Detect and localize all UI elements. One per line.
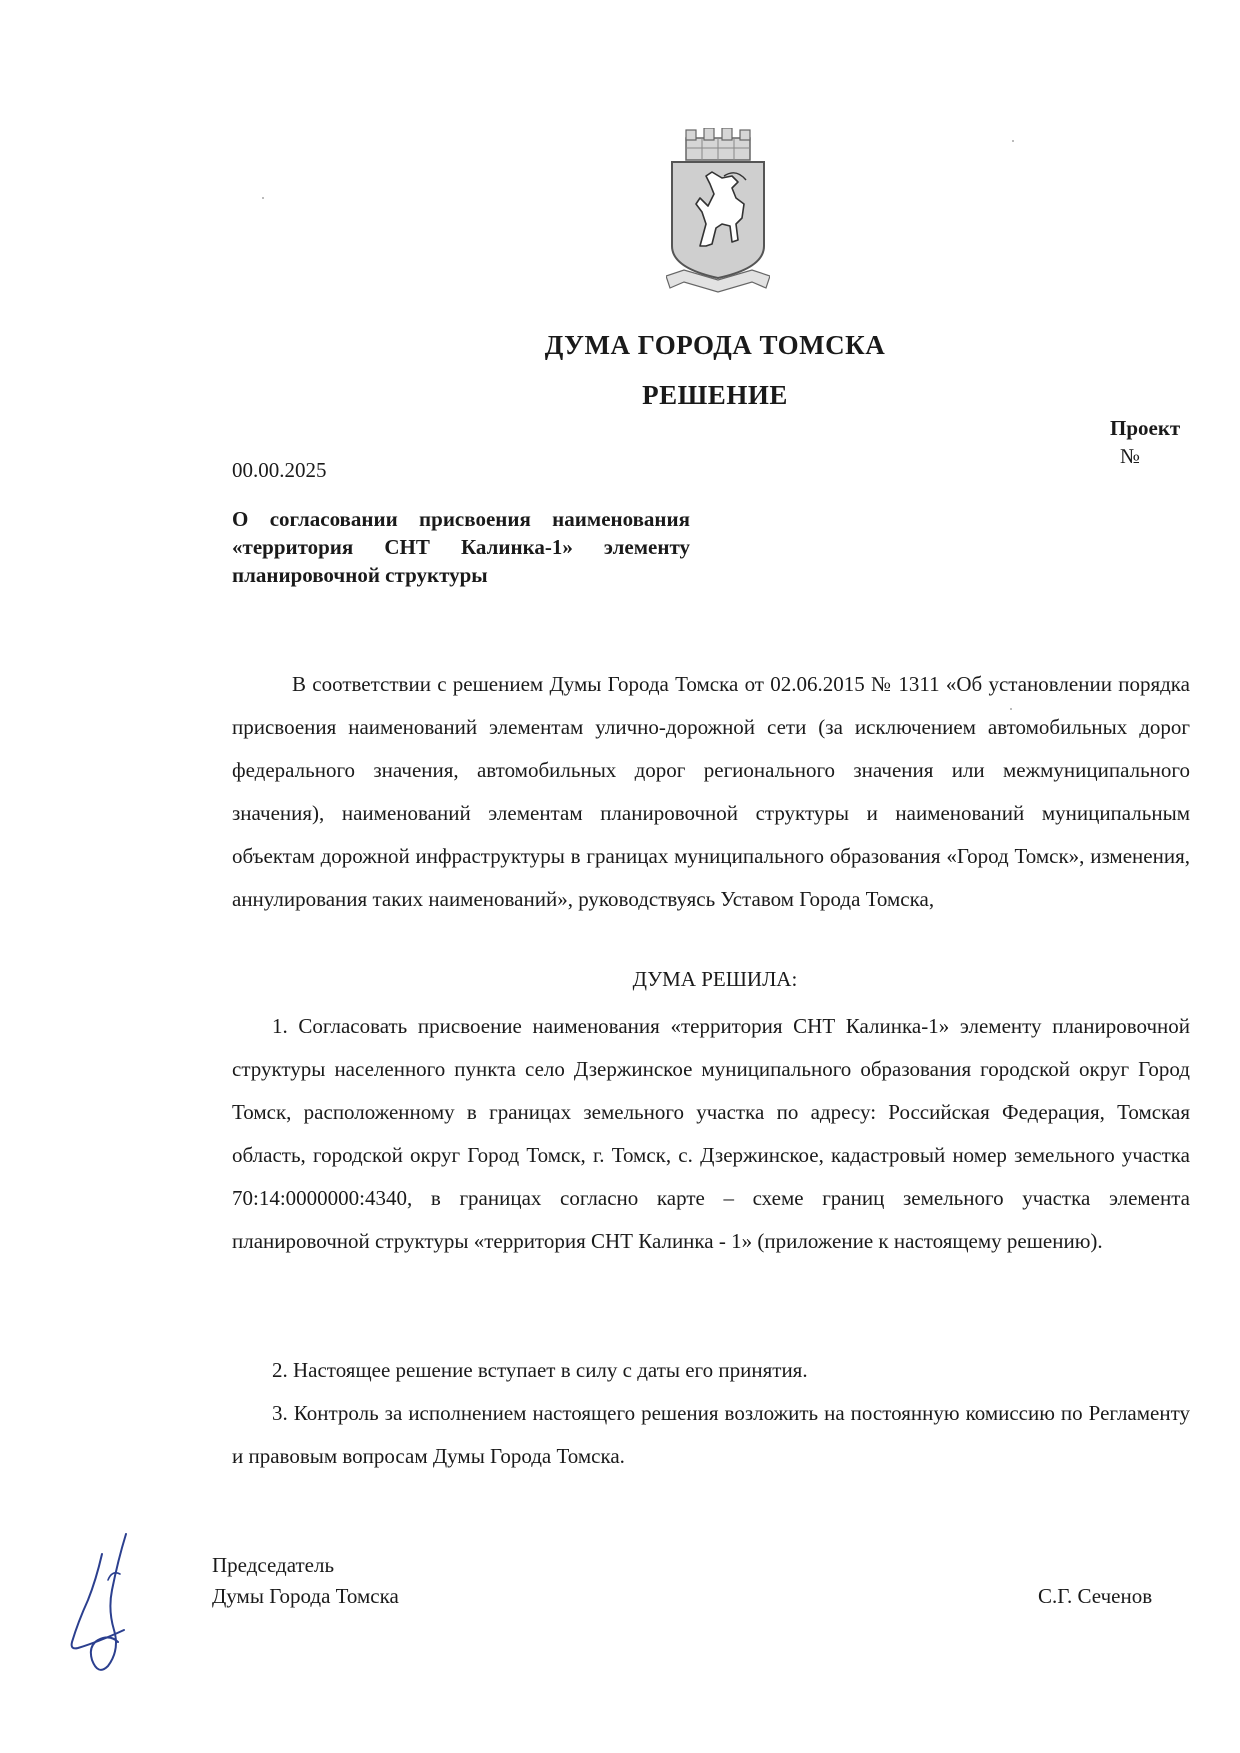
decision-item-2: 2. Настоящее решение вступает в силу с даты его принятия. <box>272 1358 808 1382</box>
coat-of-arms-icon <box>666 128 770 296</box>
signer-position-line1: Председатель <box>212 1553 335 1577</box>
organization-title: ДУМА ГОРОДА ТОМСКА <box>544 330 886 360</box>
document-type: РЕШЕНИЕ <box>642 380 788 410</box>
project-label: Проект <box>1110 416 1181 440</box>
signer-name: С.Г. Сеченов <box>1038 1584 1153 1608</box>
scan-speck <box>1012 140 1014 142</box>
document-subject: О согласовании присвоения наименования «территория СНТ Калинка-1» элементу планировочной структуры <box>232 507 690 587</box>
handwritten-signature-icon <box>68 1530 138 1680</box>
signer-position <box>212 1550 399 1612</box>
signer-position-line2: Думы Города Томска <box>212 1584 399 1608</box>
decided-heading: ДУМА РЕШИЛА: <box>632 967 798 991</box>
project-number: № <box>1120 444 1141 468</box>
document-date: 00.00.2025 <box>232 458 327 482</box>
preamble-paragraph: В соответствии с решением Думы Города Томска от 02.06.2015 № 1311 «Об установлении порядка присвоения наименований элементам улично-дорожной сети (за исключением автомобильных дорог федерального значения, автомобильных дорог регионального значения или межмуниципального значения), наименований элементам планировочной структуры и наименований муниципальным объектам дорожной инфраструктуры в границах муниципального образования «Город Томск», изменения, аннулирования таких наименований», руководствуясь Уставом Города Томска, <box>232 672 1190 911</box>
decision-item-1: 1. Согласовать присвоение наименования «территория СНТ Калинка-1» элементу планировочной структуры населенного пункта село Дзержинское муниципального образования городской округ Город Томск, расположенному в границах земельного участка по адресу: Российская Федерация, Томская область, городской округ Город Томск, г. Томск, с. Дзержинское, кадастровый номер земельного участка 70:14:0000000:4340, в границах согласно карте – схеме границ земельного участка элемента планировочной структуры «территория СНТ Калинка - 1» (приложение к настоящему решению). <box>232 1014 1190 1253</box>
scan-speck <box>262 197 264 199</box>
decision-item-3: 3. Контроль за исполнением настоящего решения возложить на постоянную комиссию по Регламенту и правовым вопросам Думы Города Томска. <box>232 1401 1190 1468</box>
scan-speck <box>1010 708 1012 710</box>
